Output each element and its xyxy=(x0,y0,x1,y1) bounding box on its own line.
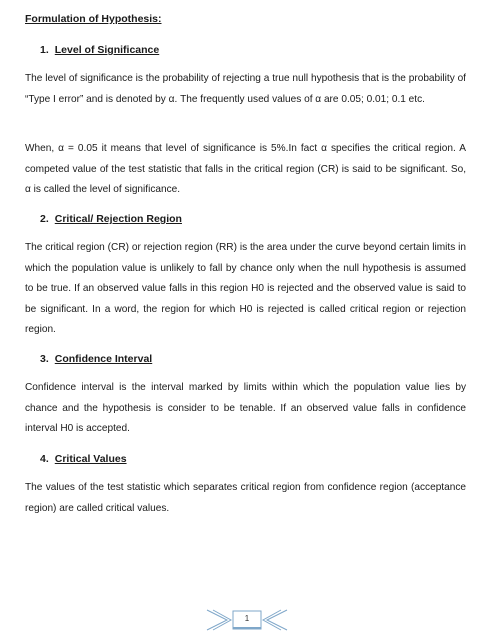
section-heading-critical-values xyxy=(40,453,127,465)
document-title: Formulation of Hypothesis: xyxy=(25,13,162,25)
page-footer xyxy=(205,608,289,632)
section-heading-text: Confidence Interval xyxy=(54,353,153,365)
section-heading-level-of-significance xyxy=(40,44,159,56)
page-number: 1 xyxy=(244,614,250,623)
section-number: 3. xyxy=(40,353,49,365)
paragraph-critical-region: The critical region (CR) or rejection region (RR) is the area under the curve beyond certain limits in which the population value is unlikely to fall by chance only when the null hypothesis is assumed to be true. If an observed value falls in this region H0 is rejected and the observed value is said to be significant. In a word, the region for which H0 is rejected is called critical region or rejection region. xyxy=(25,242,466,335)
paragraph-critical-values: The values of the test statistic which separates critical region from confidence region (acceptance region) are called critical values. xyxy=(25,482,466,514)
section-heading-text: Critical/ Rejection Region xyxy=(54,213,182,225)
section-heading-critical-region xyxy=(40,213,182,225)
paragraph-significance-example: When, α = 0.05 it means that level of significance is 5%.In fact α specifies the critical region. A competed value of the test statistic that falls in the critical region (CR) is said to be significant. So, α is called the level of significance. xyxy=(25,143,466,195)
section-heading-confidence-interval xyxy=(40,353,152,365)
section-heading-text: Level of Significance xyxy=(54,44,160,56)
paragraph-confidence-interval: Confidence interval is the interval marked by limits within which the population value lies by chance and the hypothesis is consider to be tenable. If an observed value falls in confidence interval H0 is accepted. xyxy=(25,382,466,434)
section-number: 2. xyxy=(40,213,49,225)
section-number: 4. xyxy=(40,453,49,465)
paragraph-significance-definition: The level of significance is the probability of rejecting a true null hypothesis that is the probability of “Type I error” and is denoted by α. The frequently used values of α are 0.05; 0.01; 0.1 etc. xyxy=(25,73,466,105)
section-heading-text: Critical Values xyxy=(54,453,127,465)
section-number: 1. xyxy=(40,44,49,56)
